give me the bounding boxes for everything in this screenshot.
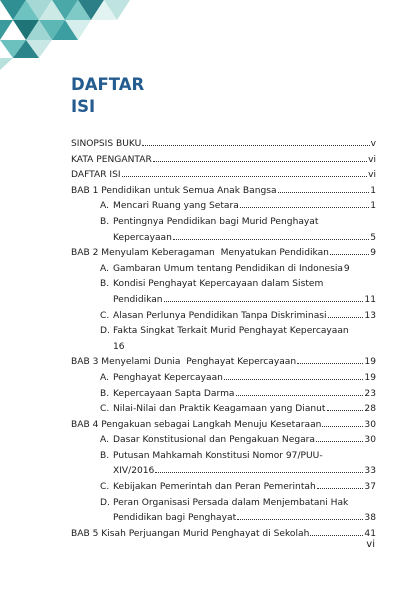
toc-entry-bab-2-b[interactable] (71, 277, 376, 293)
toc-entry-daftar-isi[interactable] (71, 168, 376, 184)
toc-entry-label: SINOPSIS BUKU (71, 139, 142, 149)
toc-entry-bab-2-c[interactable] (71, 309, 376, 325)
dot-leader (142, 145, 369, 146)
dot-leader (317, 488, 364, 489)
toc-entry-label: Gambaran Umum tentang Pendidikan di Indonesia (113, 263, 343, 274)
toc-entry-kata-pengantar[interactable] (71, 153, 376, 169)
toc-entry-bab-4-b[interactable] (71, 449, 376, 465)
dot-leader (122, 176, 368, 177)
toc-entry-bab-4-d[interactable] (71, 496, 376, 512)
dot-leader (316, 441, 363, 442)
toc-entry-label: Dasar Konstitusional dan Pengakuan Negara (113, 435, 315, 446)
toc-entry-label: BAB 1 Pendidikan untuk Semua Anak Bangsa (71, 185, 277, 196)
toc-entry-letter: A. (100, 263, 109, 274)
toc-entry-bab-1-a[interactable] (71, 199, 376, 215)
toc-entry-label: BAB 4 Pengakuan sebagai Langkah Menuju Kesetaraan (71, 419, 322, 430)
toc-page-number: 13 (364, 310, 376, 321)
title-line-2: ISI (71, 97, 96, 116)
dot-leader (322, 426, 363, 427)
toc-page-number: 41 (364, 528, 376, 539)
toc-entry-label: Peran Organisasi Persada dalam Menjembatani Hak (113, 497, 349, 508)
toc-entry-bab-5[interactable] (71, 527, 376, 543)
toc-entry-label: KATA PENGANTAR (71, 154, 152, 165)
toc-entry-label: BAB 5 Kisah Perjuangan Murid Penghayat di Sekolah (71, 528, 310, 539)
table-of-contents (71, 137, 376, 542)
toc-entry-label: Kebijakan Pemerintah dan Peran Pemerintah (113, 482, 316, 493)
decorative-triangle-pattern (0, 0, 200, 70)
toc-entry-bab-2-a[interactable] (71, 262, 376, 278)
toc-page-number: vi (368, 154, 376, 165)
toc-entry-bab-1-b[interactable] (71, 215, 376, 231)
dot-leader (155, 472, 363, 473)
dot-leader (327, 410, 364, 411)
dot-leader (237, 519, 363, 520)
toc-entry-label: Kepercayaan Sapta Darma (113, 388, 235, 399)
toc-entry-bab-2[interactable] (71, 246, 376, 262)
toc-page-number: 33 (364, 466, 376, 477)
toc-page-number: 19 (364, 372, 376, 383)
toc-entry-label: Penghayat Kepercayaan (113, 372, 223, 383)
toc-entry-letter: B. (100, 388, 110, 399)
dot-leader (278, 192, 370, 193)
toc-page-number: 23 (364, 388, 376, 399)
toc-entry-label: Putusan Mahkamah Konstitusi Nomor 97/PUU- (113, 450, 323, 461)
toc-entry-letter: A. (100, 201, 109, 212)
dot-leader (310, 535, 363, 536)
toc-entry-letter: B. (100, 216, 110, 227)
toc-page-number: 16 (113, 341, 125, 352)
toc-entry-label: Mencari Ruang yang Setara (113, 201, 239, 212)
toc-entry-label: XIV/2016 (113, 466, 155, 477)
toc-entry-letter: B. (100, 279, 110, 290)
toc-entry-label: Alasan Perlunya Pendidikan Tanpa Diskriminasi (113, 310, 327, 321)
toc-page-number: 1 (370, 201, 376, 212)
toc-entry-label: Kepercayaan (113, 232, 172, 243)
toc-entry-bab-4-b-cont[interactable] (71, 464, 376, 480)
dot-leader (328, 317, 364, 318)
toc-page-number: 11 (364, 294, 376, 305)
toc-entry-label: BAB 3 Menyelami Dunia Penghayat Kepercayaan (71, 357, 297, 368)
toc-entry-label: Pentingnya Pendidikan bagi Murid Penghayat (113, 216, 319, 227)
toc-entry-bab-3-c[interactable] (71, 402, 376, 418)
toc-page-number: 19 (364, 357, 376, 368)
page-title (71, 74, 144, 118)
toc-entry-letter: A. (100, 435, 109, 446)
toc-entry-bab-3-a[interactable] (71, 371, 376, 387)
toc-page-number: 9 (370, 248, 376, 259)
dot-leader (173, 239, 369, 240)
toc-entry-label: Kondisi Penghayat Kepercayaan dalam Sistem (113, 279, 324, 290)
toc-entry-letter: B. (100, 450, 110, 461)
toc-page-number: vi (368, 170, 376, 181)
footer-page-number: vi (366, 539, 375, 550)
toc-entry-letter: D. (100, 497, 110, 508)
toc-entry-letter: C. (100, 482, 110, 493)
toc-page-number: 28 (364, 404, 376, 415)
toc-entry-label: Nilai-Nilai dan Praktik Keagamaan yang Dianut (113, 404, 326, 415)
toc-entry-bab-3-b[interactable] (71, 387, 376, 403)
dot-leader (330, 254, 369, 255)
toc-page-number: 1 (370, 185, 376, 196)
toc-entry-bab-1-b-cont[interactable] (71, 231, 376, 247)
dot-leader (297, 363, 363, 364)
toc-page-number: 30 (364, 419, 376, 430)
dot-leader (153, 161, 367, 162)
toc-entry-letter: D. (100, 326, 110, 337)
toc-entry-label: DAFTAR ISI (71, 170, 121, 181)
dot-leader (240, 207, 369, 208)
dot-leader (236, 395, 364, 396)
toc-page-number: v (370, 139, 376, 149)
toc-page-number: 38 (364, 513, 376, 524)
toc-entry-bab-1[interactable] (71, 184, 376, 200)
toc-entry-bab-4[interactable] (71, 418, 376, 434)
toc-page-number: 30 (364, 435, 376, 446)
toc-entry-bab-4-a[interactable] (71, 433, 376, 449)
toc-entry-letter: C. (100, 310, 110, 321)
toc-entry-letter: A. (100, 372, 109, 383)
toc-entry-bab-2-d[interactable] (71, 324, 376, 340)
toc-entry-label: Pendidikan bagi Penghayat (113, 513, 237, 524)
toc-entry-bab-2-b-cont[interactable] (71, 293, 376, 309)
dot-leader (224, 379, 364, 380)
toc-entry-bab-4-c[interactable] (71, 480, 376, 496)
toc-entry-label: Pendidikan (113, 294, 163, 305)
toc-entry-sinopsis[interactable] (71, 137, 376, 153)
toc-page-number: 9 (343, 263, 350, 274)
toc-entry-label: Fakta Singkat Terkait Murid Penghayat Kepercayaan (113, 326, 349, 337)
toc-page-number: 5 (370, 232, 376, 243)
toc-entry-bab-3[interactable] (71, 355, 376, 371)
toc-entry-letter: C. (100, 404, 110, 415)
toc-entry-bab-2-d-cont[interactable] (71, 340, 376, 356)
dot-leader (164, 301, 364, 302)
toc-page-number: 37 (364, 482, 376, 493)
toc-entry-bab-4-d-cont[interactable] (71, 511, 376, 527)
title-line-1: DAFTAR (71, 75, 145, 94)
toc-entry-label: BAB 2 Menyulam Keberagaman Menyatukan Pendidikan (71, 248, 329, 259)
